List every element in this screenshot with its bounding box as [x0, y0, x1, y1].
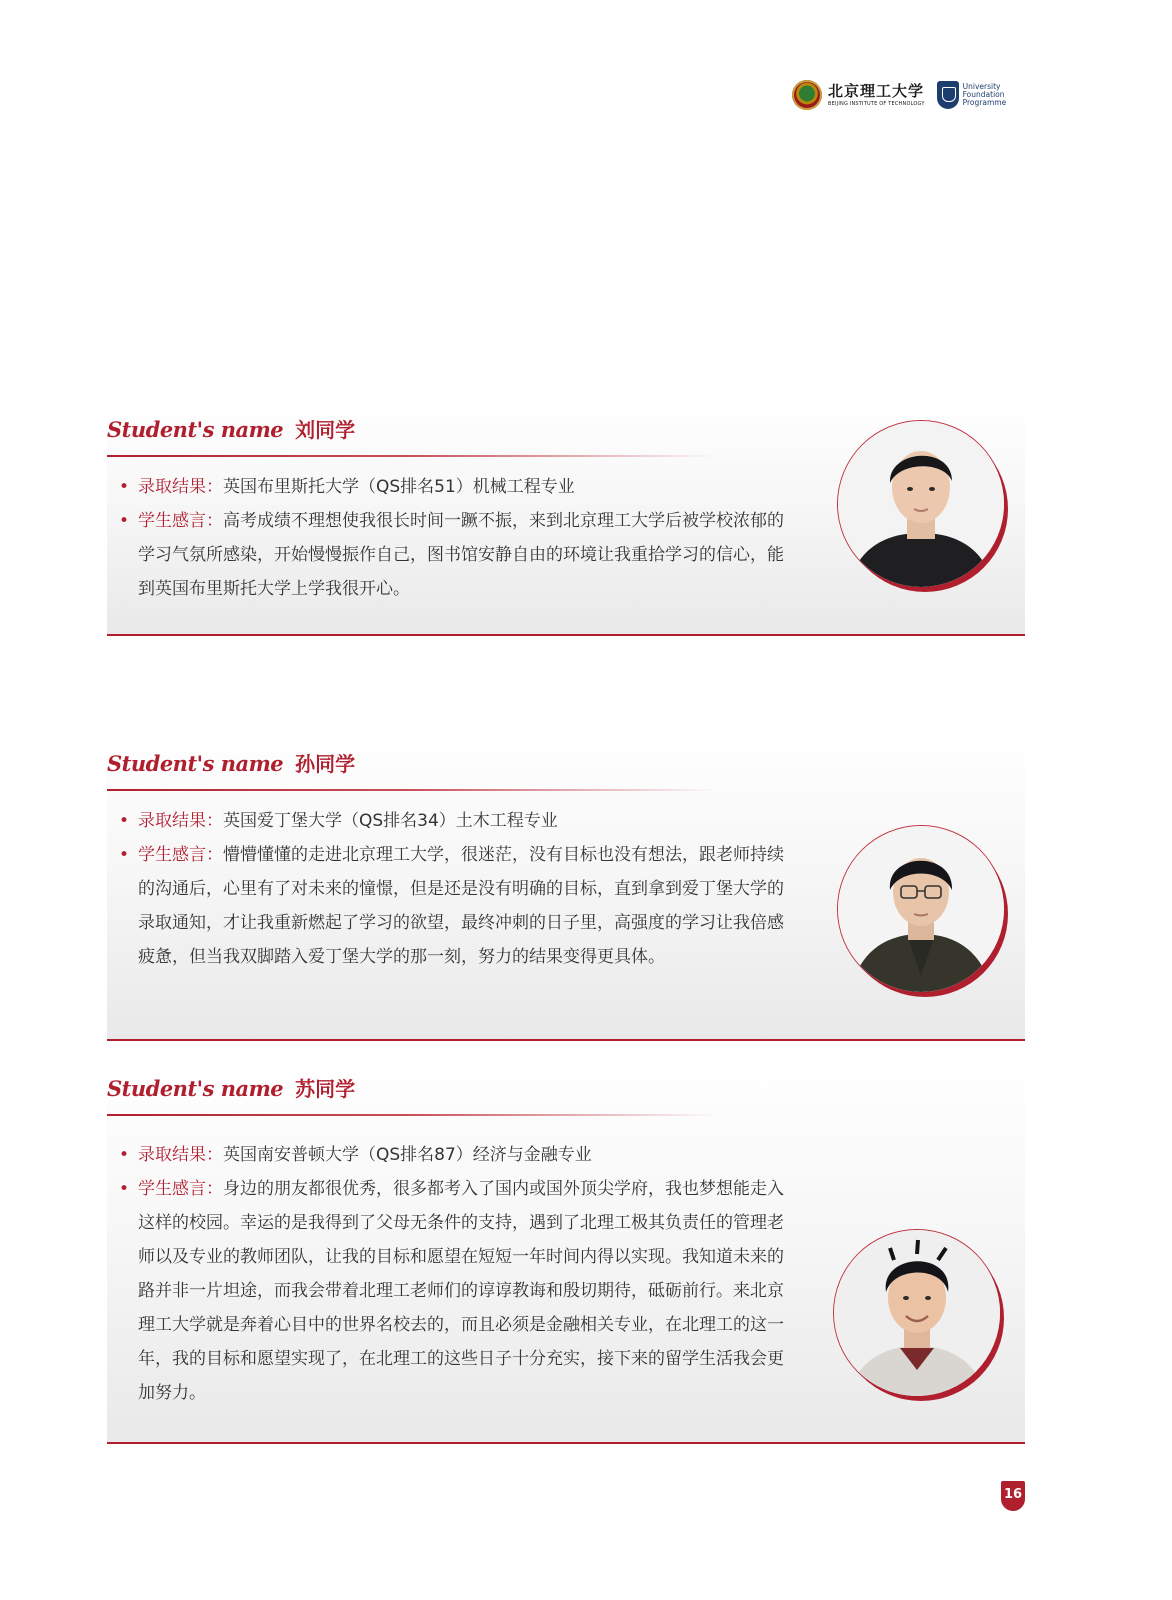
student-comment-text: 身边的朋友都很优秀，很多都考入了国内或国外顶尖学府，我也梦想能走入这样的校园。幸运的是我得到了父母无条件的支持，遇到了北理工极其负责任的管理老师以及专业的教师团队，让我的目标和愿望在短短一年时间内得以实现。我知道未来的路并非一片坦途，而我会带着北理工老师们的谆谆教诲和殷切期待，砥砺前行。来北京理工大学就是奔着心目中的世界名校去的，而且必须是金融相关专业，在北理工的这一年，我的目标和愿望实现了，在北理工的这些日子十分充实，接下来的留学生活我会更加努力。 [138, 1179, 784, 1403]
title-divider [107, 455, 717, 457]
header-logos [792, 78, 1006, 112]
bit-name-cn: 北京理工大学 [828, 81, 925, 100]
title-divider [107, 1114, 717, 1116]
student-comment-text: 高考成绩不理想使我很长时间一蹶不振，来到北京理工大学后被学校浓郁的学习气氛所感染，开始慢慢振作自己，图书馆安静自由的环境让我重拾学习的信心，能到英国布里斯托大学上学我很开心。 [138, 511, 784, 599]
admission-result-item [117, 804, 787, 838]
student-name-label: Student's name [107, 1076, 284, 1101]
student-name-label: Student's name [107, 751, 284, 776]
student-photo [834, 1230, 1000, 1396]
admission-result-label: 录取结果： [138, 477, 223, 497]
ufp-line: Foundation [962, 90, 1005, 99]
ufp-logo [937, 81, 1007, 109]
bit-logo-text [828, 81, 925, 107]
bit-logo [792, 80, 925, 110]
student-comment-item [117, 1172, 787, 1410]
student-comment-item [117, 504, 787, 606]
student-comment-text: 懵懵懂懂的走进北京理工大学，很迷茫，没有目标也没有想法，跟老师持续的沟通后，心里有了对未来的憧憬，但是还是没有明确的目标，直到拿到爱丁堡大学的录取通知，才让我重新燃起了学习的欲望，最终冲刺的日子里，高强度的学习让我倍感疲惫，但当我双脚踏入爱丁堡大学的那一刻，努力的结果变得更具体。 [138, 845, 784, 967]
student-card-title [107, 1073, 355, 1102]
admission-result-item [117, 470, 787, 504]
student-photo [838, 826, 1004, 992]
title-divider [107, 789, 717, 791]
bit-name-en: BEIJING INSTITUTE OF TECHNOLOGY [828, 100, 925, 107]
student-photo [838, 421, 1004, 587]
student-comment-item [117, 838, 787, 974]
student-details [117, 1138, 787, 1410]
admission-result-label: 录取结果： [138, 1145, 223, 1165]
student-details [117, 804, 787, 974]
student-comment-label: 学生感言： [138, 511, 223, 531]
student-card-title [107, 748, 355, 777]
ufp-line: University [962, 82, 1001, 91]
admission-result-text: 英国爱丁堡大学（QS排名34）土木工程专业 [223, 811, 558, 831]
student-card-liu [107, 394, 1025, 636]
student-card-su [107, 1053, 1025, 1444]
student-name-label: Student's name [107, 417, 284, 442]
ufp-logo-text [963, 83, 1007, 107]
student-details [117, 470, 787, 606]
student-card-title [107, 414, 355, 443]
ufp-line: Programme [962, 98, 1007, 107]
ufp-shield-icon [937, 81, 959, 109]
student-name: 苏同学 [295, 1077, 356, 1101]
admission-result-item [117, 1138, 787, 1172]
student-name: 刘同学 [295, 418, 356, 442]
student-comment-label: 学生感言： [138, 845, 223, 865]
admission-result-text: 英国南安普顿大学（QS排名87）经济与金融专业 [223, 1145, 592, 1165]
bit-emblem-icon [792, 80, 822, 110]
admission-result-text: 英国布里斯托大学（QS排名51）机械工程专业 [223, 477, 575, 497]
admission-result-label: 录取结果： [138, 811, 223, 831]
student-card-sun [107, 728, 1025, 1041]
student-comment-label: 学生感言： [138, 1179, 223, 1199]
student-name: 孙同学 [295, 752, 356, 776]
page-number-badge: 16 [1001, 1481, 1025, 1511]
